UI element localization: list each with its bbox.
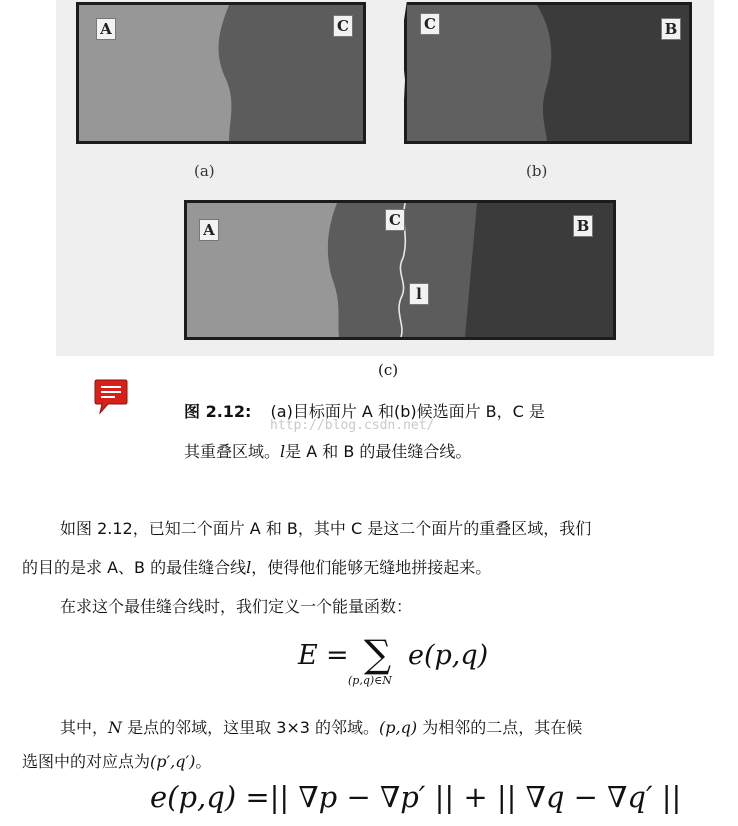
paragraph-4 (22, 747, 722, 777)
panel-b-label-b: B (661, 18, 681, 40)
eq-term: e(p,q) (408, 640, 489, 671)
p1-var-l: l (246, 558, 252, 577)
caption-line2-suffix: 是 A 和 B 的最佳缝合线。 (285, 442, 472, 461)
p4-pq-prime: (p′,q′) (150, 752, 196, 771)
paragraph-1-line1 (60, 514, 738, 544)
panel-a-label-c: C (333, 15, 353, 37)
figure-caption-line2 (184, 439, 471, 462)
panel-b-image (407, 5, 689, 141)
eq-equals: = (326, 640, 349, 671)
eq-sum-subscript: (p,q)∈N (348, 674, 392, 687)
p1-text-a: 如图 2.12，已知二个面片 A 和 B，其中 C 是这二个面片的重叠区域，我们 (60, 519, 592, 538)
paragraph-1-line2 (22, 553, 722, 583)
panel-c-label-l: l (409, 283, 429, 305)
panel-b (404, 2, 692, 144)
caption-var-l: l (280, 442, 286, 461)
p1-text-b: 的目的是求 A、B 的最佳缝合线 (22, 558, 247, 577)
p1-text-c: ，使得他们能够无缝地拼接起来。 (251, 558, 492, 577)
subcaption-c: (c) (378, 361, 399, 379)
p3-text-c: 为相邻的二点，其在候 (417, 718, 583, 737)
p3-text-b: 是点的邻域，这里取 3×3 的邻域。 (122, 718, 380, 737)
comment-icon[interactable] (94, 378, 128, 416)
p3-var-n: N (108, 718, 123, 737)
paragraph-3 (60, 713, 738, 743)
panel-c-label-b: B (573, 215, 593, 237)
panel-a (76, 2, 366, 144)
panel-c (184, 200, 616, 340)
caption-line1-text: (a)目标面片 A 和(b)候选面片 B，C 是 (270, 402, 545, 421)
panel-b-label-c: C (420, 13, 440, 35)
watermark: http://blog.csdn.net/ (270, 418, 435, 433)
p4-text-b: 。 (195, 752, 212, 771)
p4-text-a: 选图中的对应点为 (22, 752, 151, 771)
subcaption-a: (a) (194, 162, 215, 180)
energy-equation (298, 632, 518, 692)
panel-c-label-a: A (199, 219, 219, 241)
paragraph-2 (60, 592, 738, 622)
panel-b-torn-edge (396, 0, 416, 120)
p3-text-a: 其中， (60, 718, 109, 737)
figure-number: 图 2.12: (184, 402, 252, 421)
panel-a-label-a: A (96, 18, 116, 40)
eq-lhs: E (298, 640, 318, 671)
subcaption-b: (b) (526, 162, 548, 180)
panel-a-image (79, 5, 363, 141)
edge-cost-equation: e(p,q) =|| ∇p − ∇p′ || + || ∇q − ∇q′ || (150, 780, 682, 814)
p3-pq: (p,q) (379, 718, 418, 737)
caption-line2-prefix: 其重叠区域。 (184, 442, 281, 461)
panel-c-label-c: C (385, 209, 405, 231)
p2-text: 在求这个最佳缝合线时，我们定义一个能量函数： (60, 597, 413, 616)
eq-sum: ∑ (364, 632, 392, 676)
